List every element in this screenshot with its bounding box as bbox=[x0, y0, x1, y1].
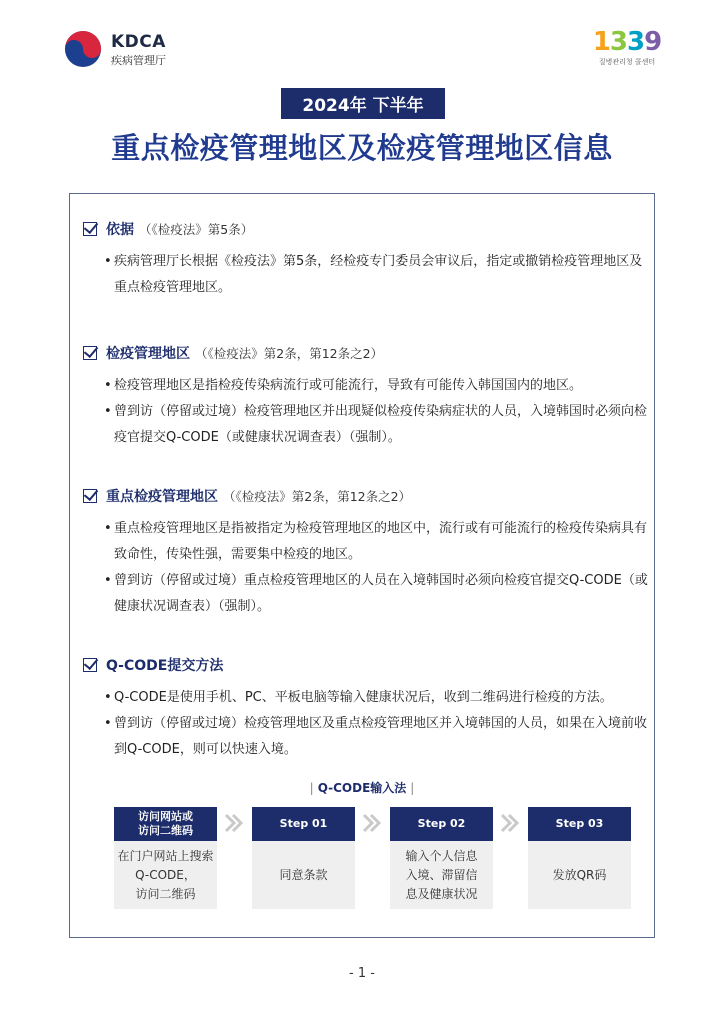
step-header: 访问网站或 访问二维码 bbox=[114, 807, 217, 841]
chevron-right-icon bbox=[499, 812, 521, 834]
section-title: 依据 bbox=[106, 222, 134, 238]
section-key-quarantine-area bbox=[83, 485, 653, 620]
section-reference: （《检疫法》第5条） bbox=[139, 222, 254, 237]
page-header bbox=[0, 0, 724, 80]
kdca-logo-text bbox=[111, 33, 166, 68]
flow-step-02 bbox=[390, 807, 493, 909]
step-body: 发放QR码 bbox=[528, 841, 631, 909]
flow-step-access bbox=[114, 807, 217, 909]
page-title: 重点检疫管理地区及检疫管理地区信息 bbox=[111, 131, 613, 165]
bullet-item: • Q-CODE是使用手机、PC、平板电脑等输入健康状况后，收到二维码进行检疫的方法。 bbox=[104, 685, 653, 711]
call-center-number: 1339 bbox=[592, 27, 662, 57]
section-quarantine-area bbox=[83, 342, 653, 451]
step-header: Step 02 bbox=[390, 807, 493, 841]
step-body: 同意条款 bbox=[252, 841, 355, 909]
logo-subtitle: 疾病管理厅 bbox=[111, 54, 166, 67]
section-qcode-method bbox=[83, 654, 653, 763]
section-reference: （《检疫法》第2条，第12条之2） bbox=[223, 489, 412, 504]
flow-title: | Q-CODE输入法 | bbox=[309, 781, 415, 795]
bullet-item: • 曾到访（停留或过境）检疫管理地区及重点检疫管理地区并入境韩国的人员，如果在入境前收到Q-CODE，则可以快速入境。 bbox=[104, 711, 653, 763]
flow-step-01 bbox=[252, 807, 355, 909]
kdca-logo-icon bbox=[64, 30, 102, 68]
checkbox-icon bbox=[83, 489, 97, 503]
step-header: Step 01 bbox=[252, 807, 355, 841]
section-title: 检疫管理地区 bbox=[106, 346, 190, 362]
checkbox-icon bbox=[83, 658, 97, 672]
chevron-right-icon bbox=[223, 812, 245, 834]
step-body: 在门户网站上搜索 Q-CODE， 访问二维码 bbox=[114, 841, 217, 909]
page-number: - 1 - bbox=[349, 966, 375, 981]
checkbox-icon bbox=[83, 346, 97, 360]
bullet-item: • 曾到访（停留或过境）检疫管理地区并出现疑似检疫传染病症状的人员，入境韩国时必须向检疫官提交Q-CODE（或健康状况调查表）（强制）。 bbox=[104, 399, 653, 451]
section-title: 重点检疫管理地区 bbox=[106, 489, 218, 505]
period-badge: 2024年 下半年 bbox=[281, 88, 445, 119]
call-center-subtitle: 질병관리청 콜센터 bbox=[598, 58, 656, 66]
chevron-right-icon bbox=[361, 812, 383, 834]
step-body: 输入个人信息 入境、滞留信 息及健康状况 bbox=[390, 841, 493, 909]
section-reference: （《检疫法》第2条，第12条之2） bbox=[195, 346, 384, 361]
section-title: Q-CODE提交方法 bbox=[106, 658, 224, 674]
section-basis bbox=[83, 218, 653, 301]
bullet-item: • 重点检疫管理地区是指被指定为检疫管理地区的地区中，流行或有可能流行的检疫传染病具有致命性，传染性强，需要集中检疫的地区。 bbox=[104, 516, 653, 568]
call-center-logo bbox=[590, 28, 664, 67]
flow-step-03 bbox=[528, 807, 631, 909]
checkbox-icon bbox=[83, 222, 97, 236]
bullet-item: • 检疫管理地区是指检疫传染病流行或可能流行，导致有可能传入韩国国内的地区。 bbox=[104, 373, 653, 399]
logo-name: KDCA bbox=[111, 32, 166, 52]
bullet-item: • 曾到访（停留或过境）重点检疫管理地区的人员在入境韩国时必须向检疫官提交Q-CODE（或健康状况调查表）（强制）。 bbox=[104, 568, 653, 620]
bullet-item: • 疾病管理厅长根据《检疫法》第5条，经检疫专门委员会审议后，指定或撤销检疫管理地区及重点检疫管理地区。 bbox=[104, 249, 653, 301]
step-header: Step 03 bbox=[528, 807, 631, 841]
